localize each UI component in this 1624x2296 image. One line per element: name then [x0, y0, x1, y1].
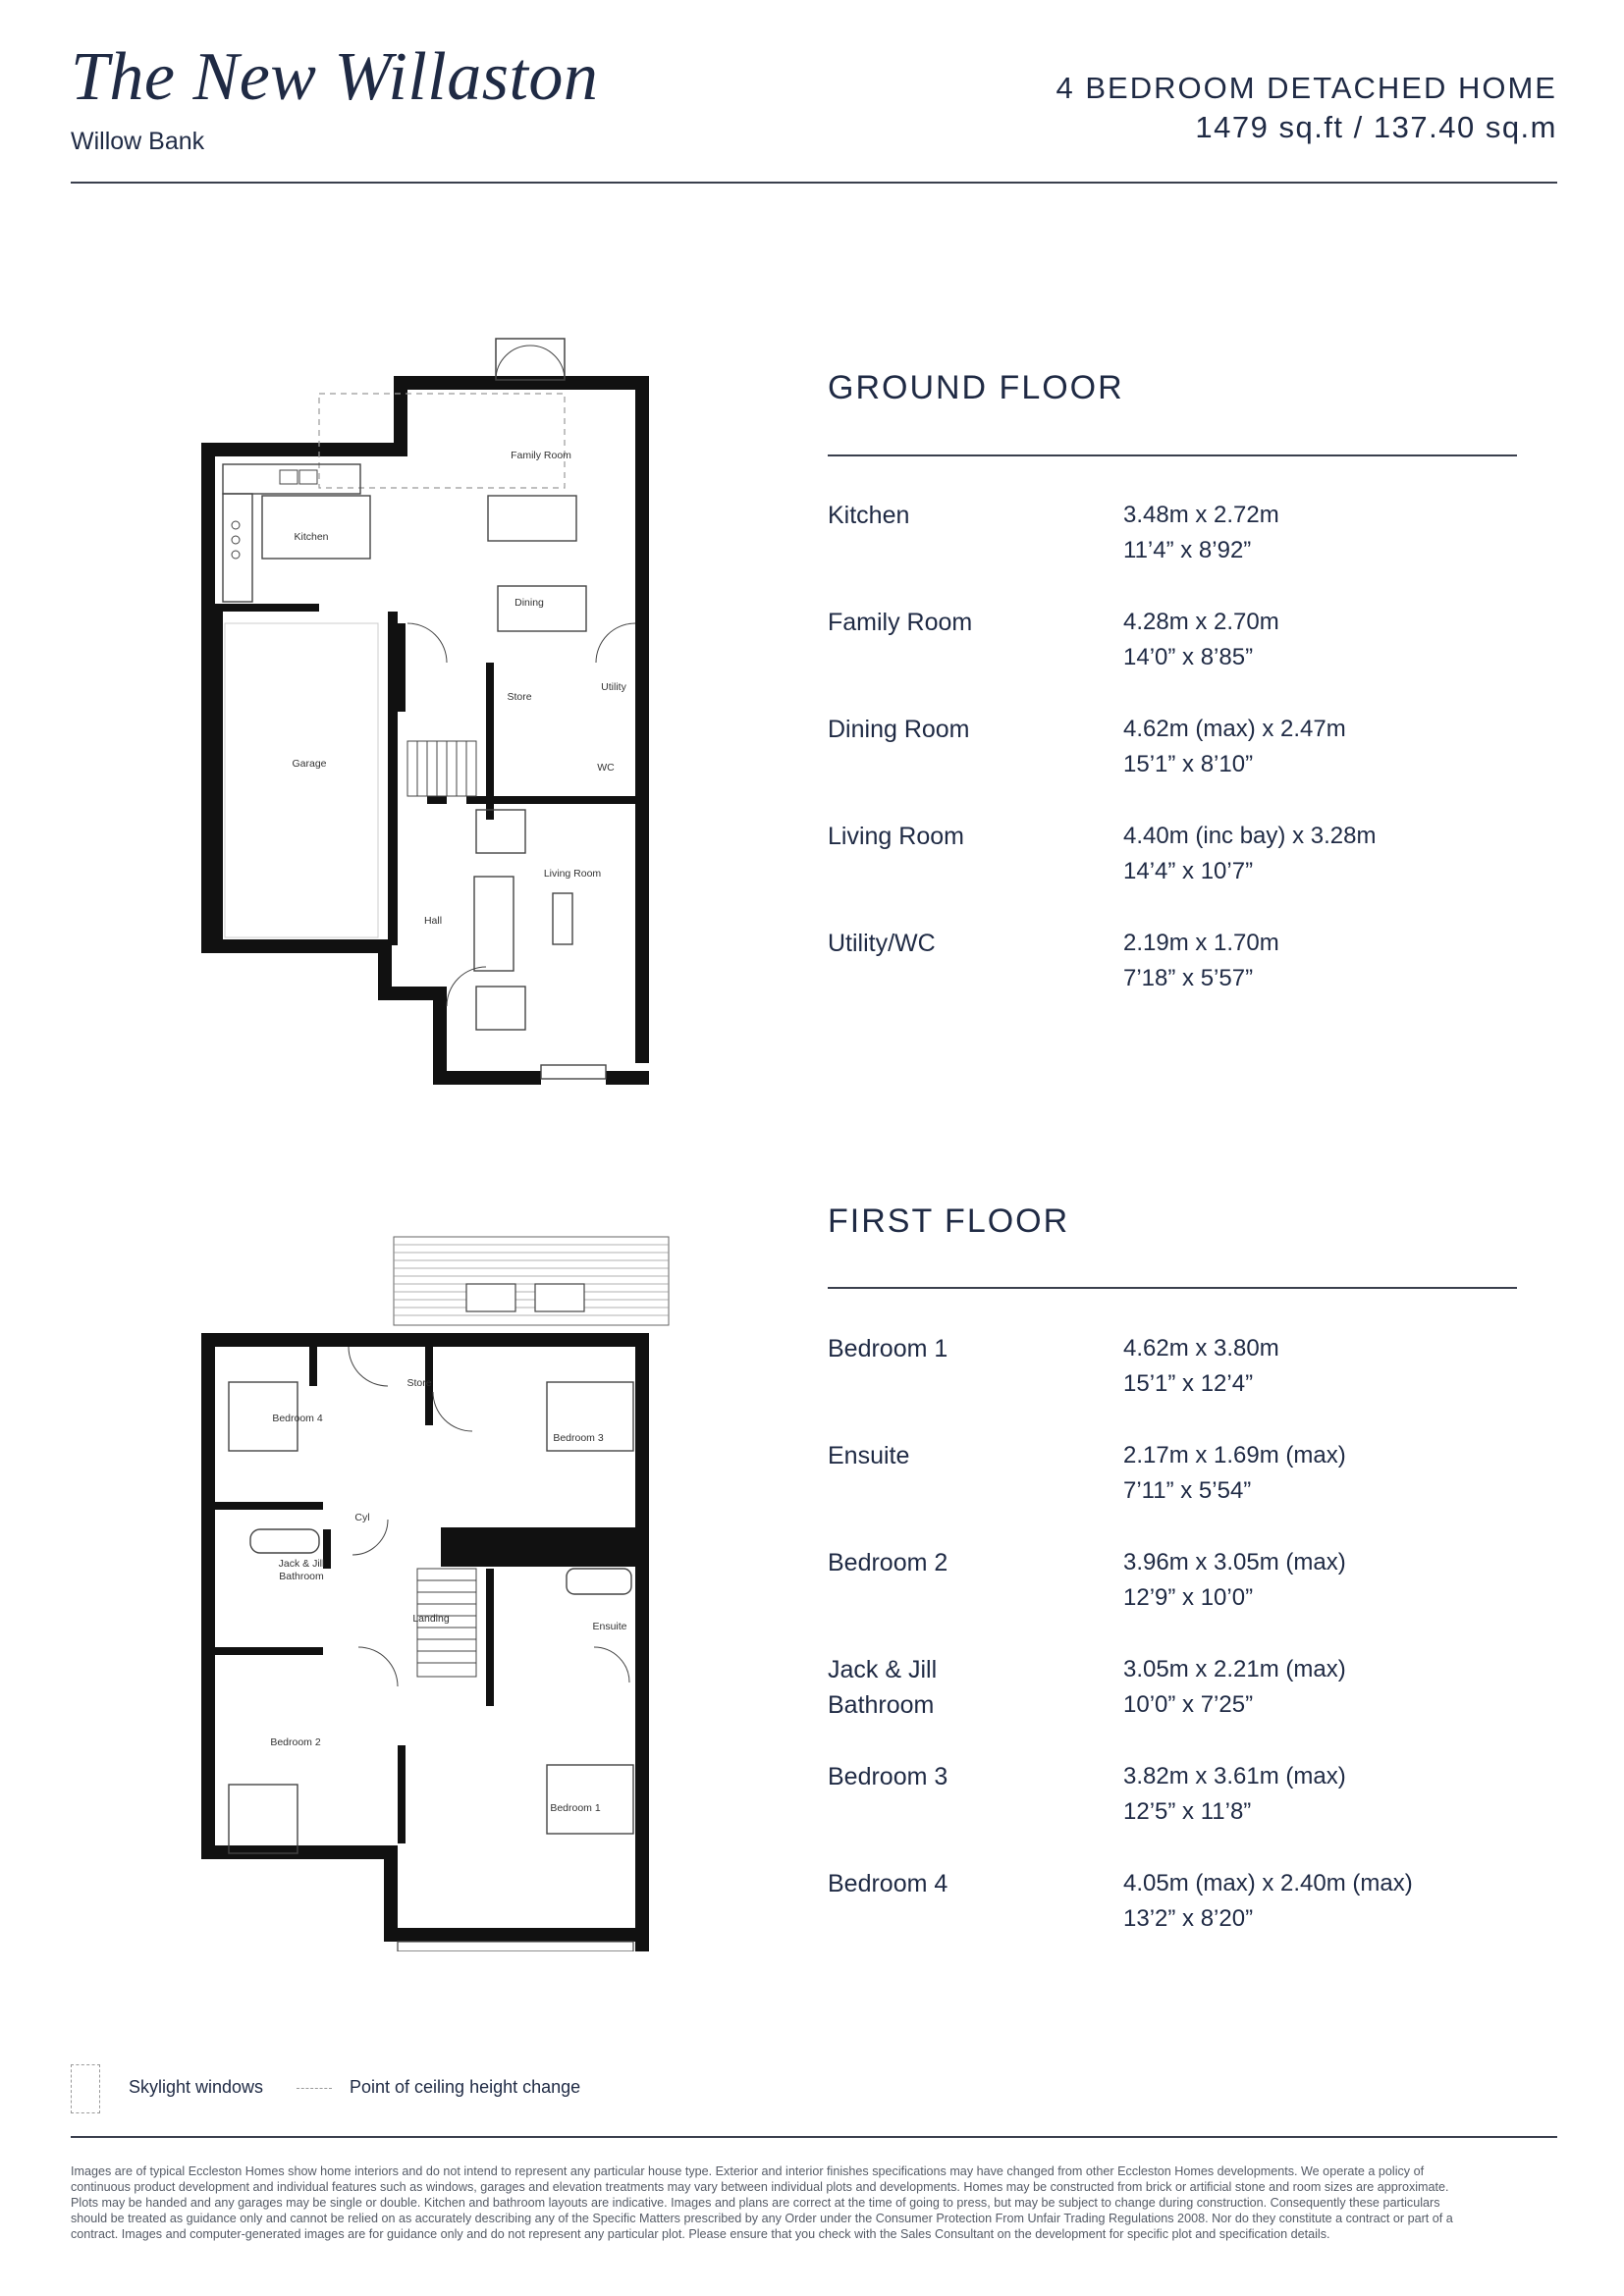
room-imperial: 15’1” x 12’4” — [1123, 1370, 1254, 1397]
room-imperial: 12’5” x 11’8” — [1123, 1798, 1252, 1825]
room-row-living-room — [828, 819, 964, 854]
room-metric: 3.82m x 3.61m (max) — [1123, 1763, 1346, 1789]
room-row-ensuite — [828, 1438, 909, 1473]
footer-divider — [71, 2136, 1557, 2138]
development-name: Willow Bank — [71, 128, 205, 155]
ground-floor-divider — [828, 454, 1517, 456]
room-imperial: 14’0” x 8’85” — [1123, 644, 1254, 670]
room-imperial: 15’1” x 8’10” — [1123, 751, 1254, 777]
room-metric: 2.19m x 1.70m — [1123, 930, 1279, 956]
room-dims-family-room — [1123, 605, 1279, 675]
skylight-legend-label: Skylight windows — [129, 2077, 264, 2097]
room-dims-utility-wc — [1123, 926, 1279, 996]
room-metric: 3.05m x 2.21m (max) — [1123, 1656, 1346, 1682]
room-dims-jack-jill-bathroom — [1123, 1652, 1346, 1723]
room-metric: 3.96m x 3.05m (max) — [1123, 1549, 1346, 1575]
room-name: Dining Room — [828, 716, 970, 743]
room-row-bedroom-2 — [828, 1545, 947, 1580]
ground-floor-heading: GROUND FLOOR — [828, 369, 1124, 406]
room-dims-bedroom-3 — [1123, 1759, 1346, 1830]
plan-label-wc: WC — [597, 762, 615, 774]
ceiling-change-legend-label: Point of ceiling height change — [350, 2077, 581, 2097]
plan-label-jack-jill-line-1: Jack & Jill — [278, 1558, 325, 1570]
room-metric: 4.62m (max) x 2.47m — [1123, 716, 1346, 742]
room-imperial: 11’4” x 8’92” — [1123, 537, 1252, 563]
room-name: Utility/WC — [828, 930, 936, 957]
plan-label-living-room: Living Room — [543, 868, 602, 880]
plan-label-store: Store — [507, 691, 532, 703]
room-name: Bedroom 4 — [828, 1870, 948, 1897]
room-metric: 4.28m x 2.70m — [1123, 609, 1279, 635]
ceiling-change-legend-icon — [297, 2088, 332, 2089]
first-floor-plan — [201, 1235, 673, 1951]
room-dims-ensuite — [1123, 1438, 1346, 1509]
room-imperial: 14’4” x 10’7” — [1123, 858, 1254, 884]
room-dims-bedroom-1 — [1123, 1331, 1279, 1402]
room-name: Bedroom 1 — [828, 1335, 948, 1362]
ground-floor-plan — [201, 329, 663, 1124]
header-divider — [71, 182, 1557, 184]
room-imperial: 7’18” x 5’57” — [1123, 965, 1254, 991]
first-floor-heading: FIRST FLOOR — [828, 1202, 1070, 1240]
plan-label-utility: Utility — [601, 681, 626, 693]
plan-label-ensuite: Ensuite — [592, 1621, 627, 1632]
room-dims-bedroom-2 — [1123, 1545, 1346, 1616]
room-name: Ensuite — [828, 1442, 910, 1469]
plan-label-bedroom-1: Bedroom 1 — [550, 1802, 601, 1814]
room-metric: 4.40m (inc bay) x 3.28m — [1123, 823, 1377, 849]
plan-label-garage: Garage — [292, 758, 327, 770]
room-row-dining-room — [828, 712, 970, 747]
skylight-legend-icon — [71, 2064, 100, 2113]
plan-label-hall: Hall — [423, 915, 443, 927]
room-row-kitchen — [828, 498, 909, 533]
plan-label-kitchen: Kitchen — [294, 531, 329, 543]
room-metric: 4.05m (max) x 2.40m (max) — [1123, 1870, 1413, 1896]
room-name: Jack & Jill Bathroom — [828, 1656, 938, 1719]
room-dims-bedroom-4 — [1123, 1866, 1413, 1937]
room-name: Bedroom 3 — [828, 1763, 948, 1790]
plan-label-bedroom-3: Bedroom 3 — [553, 1432, 604, 1444]
room-dims-dining-room — [1123, 712, 1346, 782]
plan-label-jack-jill-line-2: Bathroom — [279, 1571, 324, 1582]
plan-label-family-room: Family Room — [511, 450, 571, 461]
plan-label-bedroom-2: Bedroom 2 — [270, 1736, 321, 1748]
first-floor-divider — [828, 1287, 1517, 1289]
room-dims-living-room — [1123, 819, 1376, 889]
room-metric: 4.62m x 3.80m — [1123, 1335, 1279, 1362]
home-type: 4 BEDROOM DETACHED HOME — [1056, 71, 1557, 105]
room-row-family-room — [828, 605, 972, 640]
room-metric: 3.48m x 2.72m — [1123, 502, 1279, 528]
page-title: The New Willaston — [71, 39, 599, 115]
room-dims-kitchen — [1123, 498, 1279, 568]
plan-label-landing: Landing — [412, 1613, 450, 1625]
room-row-utility-wc — [828, 926, 936, 961]
room-imperial: 10’0” x 7’25” — [1123, 1691, 1254, 1718]
room-name: Bedroom 2 — [828, 1549, 948, 1576]
room-row-jack-jill-bathroom — [828, 1652, 937, 1723]
room-row-bedroom-4 — [828, 1866, 947, 1901]
plan-label-cyl: Cyl — [354, 1512, 370, 1523]
room-imperial: 13’2” x 8’20” — [1123, 1905, 1254, 1932]
plan-label-dining: Dining — [514, 597, 544, 609]
room-name: Kitchen — [828, 502, 910, 529]
room-imperial: 12’9” x 10’0” — [1123, 1584, 1254, 1611]
room-metric: 2.17m x 1.69m (max) — [1123, 1442, 1346, 1468]
room-row-bedroom-1 — [828, 1331, 947, 1366]
disclaimer-text: Images are of typical Eccleston Homes show home interiors and do not intend to represent any particular house type. Exterior and interior finishes specifications may have changed from other Eccleston Homes developments. We operate a policy of continuous product development and individual features such as windows, garages and elevation treatments may vary between individual plots and developments. Homes may be constructed from brick or artificial stone and room sizes are approximate. Plots may be handed and any garages may be single or double. Kitchen and bathroom layouts are indicative. Images and plans are correct at the time of going to press, but may be subject to change during construction. Consequently these particulars should be treated as guidance only and cannot be relied on as accurately describing any of the Specific Matters prescribed by any Order under the Consumer Protection From Unfair Trading Regulations 2008. Nor do they constitute a contract or part of a contract. Images and computer-generated images are for guidance only and do not represent any particular plot. Please ensure that you check with the Sales Consultant on the development for specific plot and specification details. — [71, 2164, 1453, 2241]
room-row-bedroom-3 — [828, 1759, 947, 1794]
home-area: 1479 sq.ft / 137.40 sq.m — [1195, 110, 1557, 144]
room-name: Living Room — [828, 823, 964, 850]
room-imperial: 7’11” x 5’54” — [1123, 1477, 1252, 1504]
room-name: Family Room — [828, 609, 973, 636]
plan-label-bedroom-4: Bedroom 4 — [272, 1413, 323, 1424]
plan-label-store: Store — [406, 1377, 432, 1389]
